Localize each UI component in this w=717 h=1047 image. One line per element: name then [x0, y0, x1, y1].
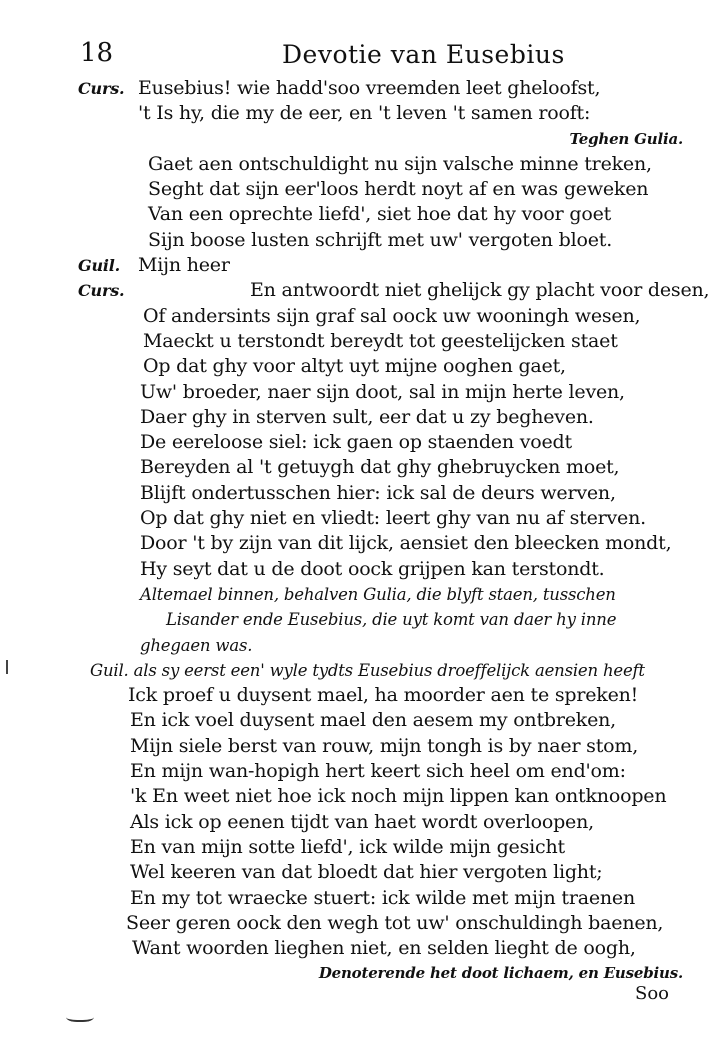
- verse-text: Seer geren oock den wegh tot uw' onschuldingh baenen,: [126, 911, 664, 934]
- speaker-label: Curs.: [78, 281, 125, 301]
- verse-line: [0, 202, 717, 227]
- verse-line: [0, 278, 717, 303]
- verse-line: [0, 506, 717, 531]
- verse-line: [0, 127, 717, 152]
- verse-line: [0, 228, 717, 253]
- stage-direction: Lisander ende Eusebius, die uyt komt van daer hy inne: [166, 610, 617, 630]
- verse-text: Als ick op eenen tijdt van haet wordt overloopen,: [130, 810, 594, 833]
- verse-text: Daer ghy in sterven sult, eer dat u zy begheven.: [140, 405, 594, 428]
- verse-line: [0, 784, 717, 809]
- verse-line: [0, 708, 717, 733]
- verse-line: [0, 455, 717, 480]
- verse-line: [0, 810, 717, 835]
- verse-line: [0, 961, 717, 986]
- running-title: Devotie van Eusebius: [282, 40, 565, 69]
- verse-line: [0, 860, 717, 885]
- verse-text: En antwoordt niet ghelijck gy placht voor desen,: [250, 279, 710, 302]
- verse-text: Gaet aen ontschuldight nu sijn valsche minne treken,: [148, 152, 652, 175]
- verse-text: Sijn boose lusten schrijft met uw' vergoten bloet.: [148, 228, 613, 251]
- verse-line: [0, 658, 717, 683]
- verse-body: [0, 76, 717, 987]
- verse-text: Wel keeren van dat bloedt dat hier vergoten light;: [130, 861, 603, 884]
- verse-line: [0, 683, 717, 708]
- verse-line: [0, 582, 717, 607]
- verse-text: Op dat ghy niet en vliedt: leert ghy van nu af sterven.: [140, 507, 646, 530]
- verse-line: [0, 911, 717, 936]
- verse-text: En van mijn sotte liefd', ick wilde mijn gesicht: [130, 835, 565, 858]
- verse-text: Eusebius! wie hadd'soo vreemden leet gheloofst,: [138, 77, 601, 99]
- verse-line: [0, 380, 717, 405]
- page-number: 18: [80, 38, 114, 68]
- verse-text: Uw' broeder, naer sijn doot, sal in mijn herte leven,: [140, 380, 625, 403]
- verse-line: [0, 633, 717, 658]
- verse-line: [0, 152, 717, 177]
- verse-text: Hy seyt dat u de doot oock grijpen kan terstondt.: [140, 557, 605, 580]
- verse-text: Ick proef u duysent mael, ha moorder aen te spreken!: [128, 684, 639, 707]
- verse-text: 't Is hy, die my de eer, en 't leven 't samen rooft:: [138, 102, 591, 125]
- ink-smudge: [66, 1010, 94, 1022]
- verse-text: Van een oprechte liefd', siet hoe dat hy voor goet: [148, 203, 612, 226]
- verse-line: [0, 304, 717, 329]
- verse-text: Want woorden lieghen niet, en selden lieght de oogh,: [132, 937, 636, 960]
- verse-line: [0, 759, 717, 784]
- verse-text: Seght dat sijn eer'loos herdt noyt af en was geweken: [148, 178, 649, 201]
- catchword: Soo: [634, 983, 669, 1004]
- verse-line: [0, 531, 717, 556]
- verse-text: Mijn heer: [138, 254, 230, 277]
- stage-note: Teghen Gulia.: [569, 129, 683, 148]
- verse-line: [0, 886, 717, 911]
- verse-line: [0, 329, 717, 354]
- margin-mark: [6, 660, 8, 674]
- verse-text: Door 't by zijn van dit lijck, aensiet den bleecken mondt,: [140, 532, 672, 555]
- verse-line: [0, 557, 717, 582]
- verse-line: [0, 936, 717, 961]
- verse-line: [0, 835, 717, 860]
- speaker-label: Curs.: [78, 79, 125, 98]
- verse-text: Blijft ondertusschen hier: ick sal de deurs werven,: [140, 481, 616, 504]
- speaker-label: Guil.: [78, 256, 121, 276]
- verse-line: [0, 734, 717, 759]
- page-header: [72, 38, 687, 68]
- verse-line: [0, 481, 717, 506]
- verse-text: 'k En weet niet hoe ick noch mijn lippen kan ontknoopen: [130, 785, 667, 808]
- verse-line: [0, 354, 717, 379]
- verse-text: De eereloose siel: ick gaen op staenden voedt: [140, 431, 572, 454]
- verse-text: Op dat ghy voor altyt uyt mijne ooghen gaet,: [143, 355, 566, 378]
- verse-text: Maeckt u terstondt bereydt tot geestelijcken staet: [143, 329, 618, 352]
- verse-text: Bereyden al 't getuygh dat ghy ghebruycken moet,: [140, 456, 620, 479]
- verse-text: En ick voel duysent mael den aesem my ontbreken,: [130, 709, 617, 732]
- stage-direction: Altemael binnen, behalven Gulia, die blyft staen, tusschen: [140, 584, 616, 604]
- verse-line: [0, 253, 717, 278]
- verse-line: [0, 607, 717, 632]
- verse-line: [0, 430, 717, 455]
- verse-line: [0, 177, 717, 202]
- verse-text: En my tot wraecke stuert: ick wilde met mijn traenen: [130, 886, 636, 909]
- stage-direction: ghegaen was.: [140, 635, 253, 655]
- verse-line: [0, 76, 717, 101]
- verse-line: [0, 101, 717, 126]
- stage-note: Denoterende het doot lichaem, en Eusebius.: [318, 964, 683, 983]
- stage-direction: Guil. als sy eerst een' wyle tydts Eusebius droeffelijck aensien heeft: [90, 660, 645, 680]
- verse-line: [0, 405, 717, 430]
- verse-text: Mijn siele berst van rouw, mijn tongh is by naer stom,: [130, 734, 639, 757]
- verse-text: Of andersints sijn graf sal oock uw wooningh wesen,: [143, 304, 641, 327]
- verse-text: En mijn wan-hopigh hert keert sich heel om end'om:: [130, 760, 626, 783]
